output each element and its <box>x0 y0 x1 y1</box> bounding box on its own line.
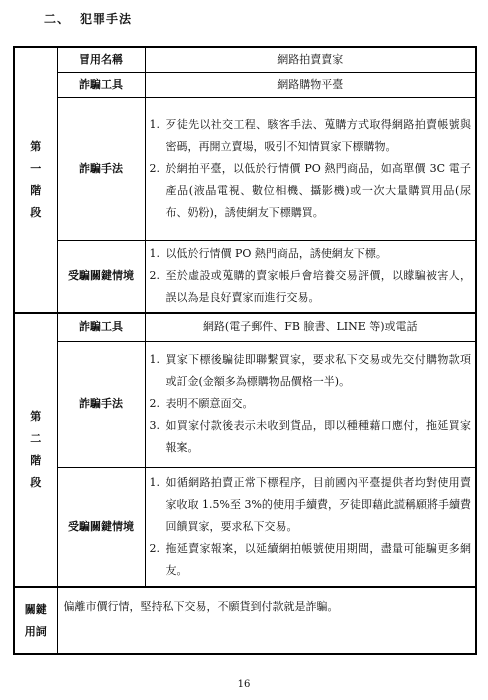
keywords-char: 用 <box>24 624 36 638</box>
stage-2-key-label: 受騙關鍵情境 <box>57 467 145 587</box>
section-number: 二、 <box>44 12 71 26</box>
stage-1-char: 階 <box>30 184 42 197</box>
list-item <box>150 349 472 393</box>
stage-2-key-content <box>145 467 476 587</box>
list-item <box>150 472 472 538</box>
list-item <box>150 393 472 415</box>
stage-2-method-content <box>145 341 476 467</box>
stage-1-method-content <box>145 97 476 240</box>
list-item <box>150 158 472 224</box>
keywords-char: 關 <box>24 602 36 616</box>
list-item <box>150 415 472 459</box>
stage-2-tool-value: 網路(電子郵件、FB 臉書、LINE 等)或電話 <box>145 313 476 341</box>
stage-1-key-label: 受騙關鍵情境 <box>57 240 145 313</box>
keywords-text: 偏離市價行情，堅持私下交易，不願貨到付款就是詐騙。 <box>57 587 476 654</box>
item-text: 拖延賣家報案，以延續網拍帳號使用期間，盡量可能騙更多網友。 <box>165 541 471 577</box>
stage-1-char: 段 <box>30 206 42 219</box>
item-number: 2. <box>149 269 160 283</box>
table-row <box>14 47 476 72</box>
stage-2-method-label: 詐騙手法 <box>57 341 145 467</box>
table-row <box>14 341 476 467</box>
table-row <box>14 313 476 341</box>
page-number: 16 <box>237 679 251 690</box>
item-number: 2. <box>149 161 160 175</box>
item-number: 1. <box>149 117 160 131</box>
list-item <box>150 114 472 158</box>
section-title: 犯罪手法 <box>80 12 133 26</box>
stage-1-header <box>14 47 57 313</box>
item-number: 3. <box>149 419 160 432</box>
fraud-method-table <box>13 46 477 655</box>
keywords-char: 詞 <box>35 624 47 638</box>
table-row <box>14 72 476 97</box>
item-text: 歹徒先以社交工程、駭客手法、蒐購方式取得網路拍賣帳號與密碼，再開立賣場，吸引不知情買家下標購物。 <box>165 117 471 153</box>
table-row <box>14 587 476 654</box>
item-text: 以低於行情價 PO 熱門商品，誘使網友下標。 <box>165 247 387 261</box>
item-text: 表明不願意面交。 <box>165 397 254 410</box>
stage-1-char: 第 <box>30 140 42 153</box>
table-row <box>14 97 476 240</box>
stage-2-char: 二 <box>30 432 42 445</box>
stage-1-tool-label: 詐騙工具 <box>57 72 145 97</box>
item-number: 1. <box>149 475 160 489</box>
stage-2-char: 第 <box>30 410 42 423</box>
item-number: 2. <box>149 397 160 410</box>
stage-2-char: 段 <box>30 476 42 489</box>
item-text: 如循網路拍賣正常下標程序，目前國內平臺提供者均對使用賣家收取 1.5%至 3%的使用手續費，歹徒即藉此謊稱願將手續費回饋買家，要求私下交易。 <box>165 475 471 533</box>
item-text: 買家下標後騙徒即聯繫買家，要求私下交易或先交付購物款項或訂金(金額多為標購物品價格一半)。 <box>165 353 471 388</box>
keywords-header <box>14 587 57 654</box>
table-row <box>14 467 476 587</box>
list-item <box>150 538 472 582</box>
stage-1-char: 一 <box>30 162 42 175</box>
keywords-char: 鍵 <box>35 602 47 616</box>
impersonated-name-label: 冒用名稱 <box>57 47 145 72</box>
stage-2-char: 階 <box>30 454 42 467</box>
stage-2-tool-label: 詐騙工具 <box>57 313 145 341</box>
item-number: 2. <box>149 541 160 555</box>
item-number: 1. <box>149 247 160 261</box>
impersonated-name-value: 網路拍賣賣家 <box>145 47 476 72</box>
item-text: 至於虛設或蒐購的賣家帳戶會培養交易評價，以矇騙被害人，誤以為是良好賣家而進行交易。 <box>165 269 471 305</box>
list-item <box>150 243 472 265</box>
item-number: 1. <box>149 353 160 366</box>
stage-1-method-label: 詐騙手法 <box>57 97 145 240</box>
item-text: 於網拍平臺，以低於行情價 PO 熱門商品，如高單價 3C 電子產品(液晶電視、數位相機、攝影機)或一次大量購買用品(尿布、奶粉)，誘使網友下標購買。 <box>165 161 471 219</box>
stage-1-tool-value: 網路購物平臺 <box>145 72 476 97</box>
list-item <box>150 265 472 309</box>
table-row <box>14 240 476 313</box>
item-text: 如買家付款後表示未收到貨品，即以種種藉口應付，拖延買家報案。 <box>165 419 471 454</box>
stage-2-header <box>14 313 57 587</box>
section-heading <box>44 10 132 27</box>
stage-1-key-content <box>145 240 476 313</box>
